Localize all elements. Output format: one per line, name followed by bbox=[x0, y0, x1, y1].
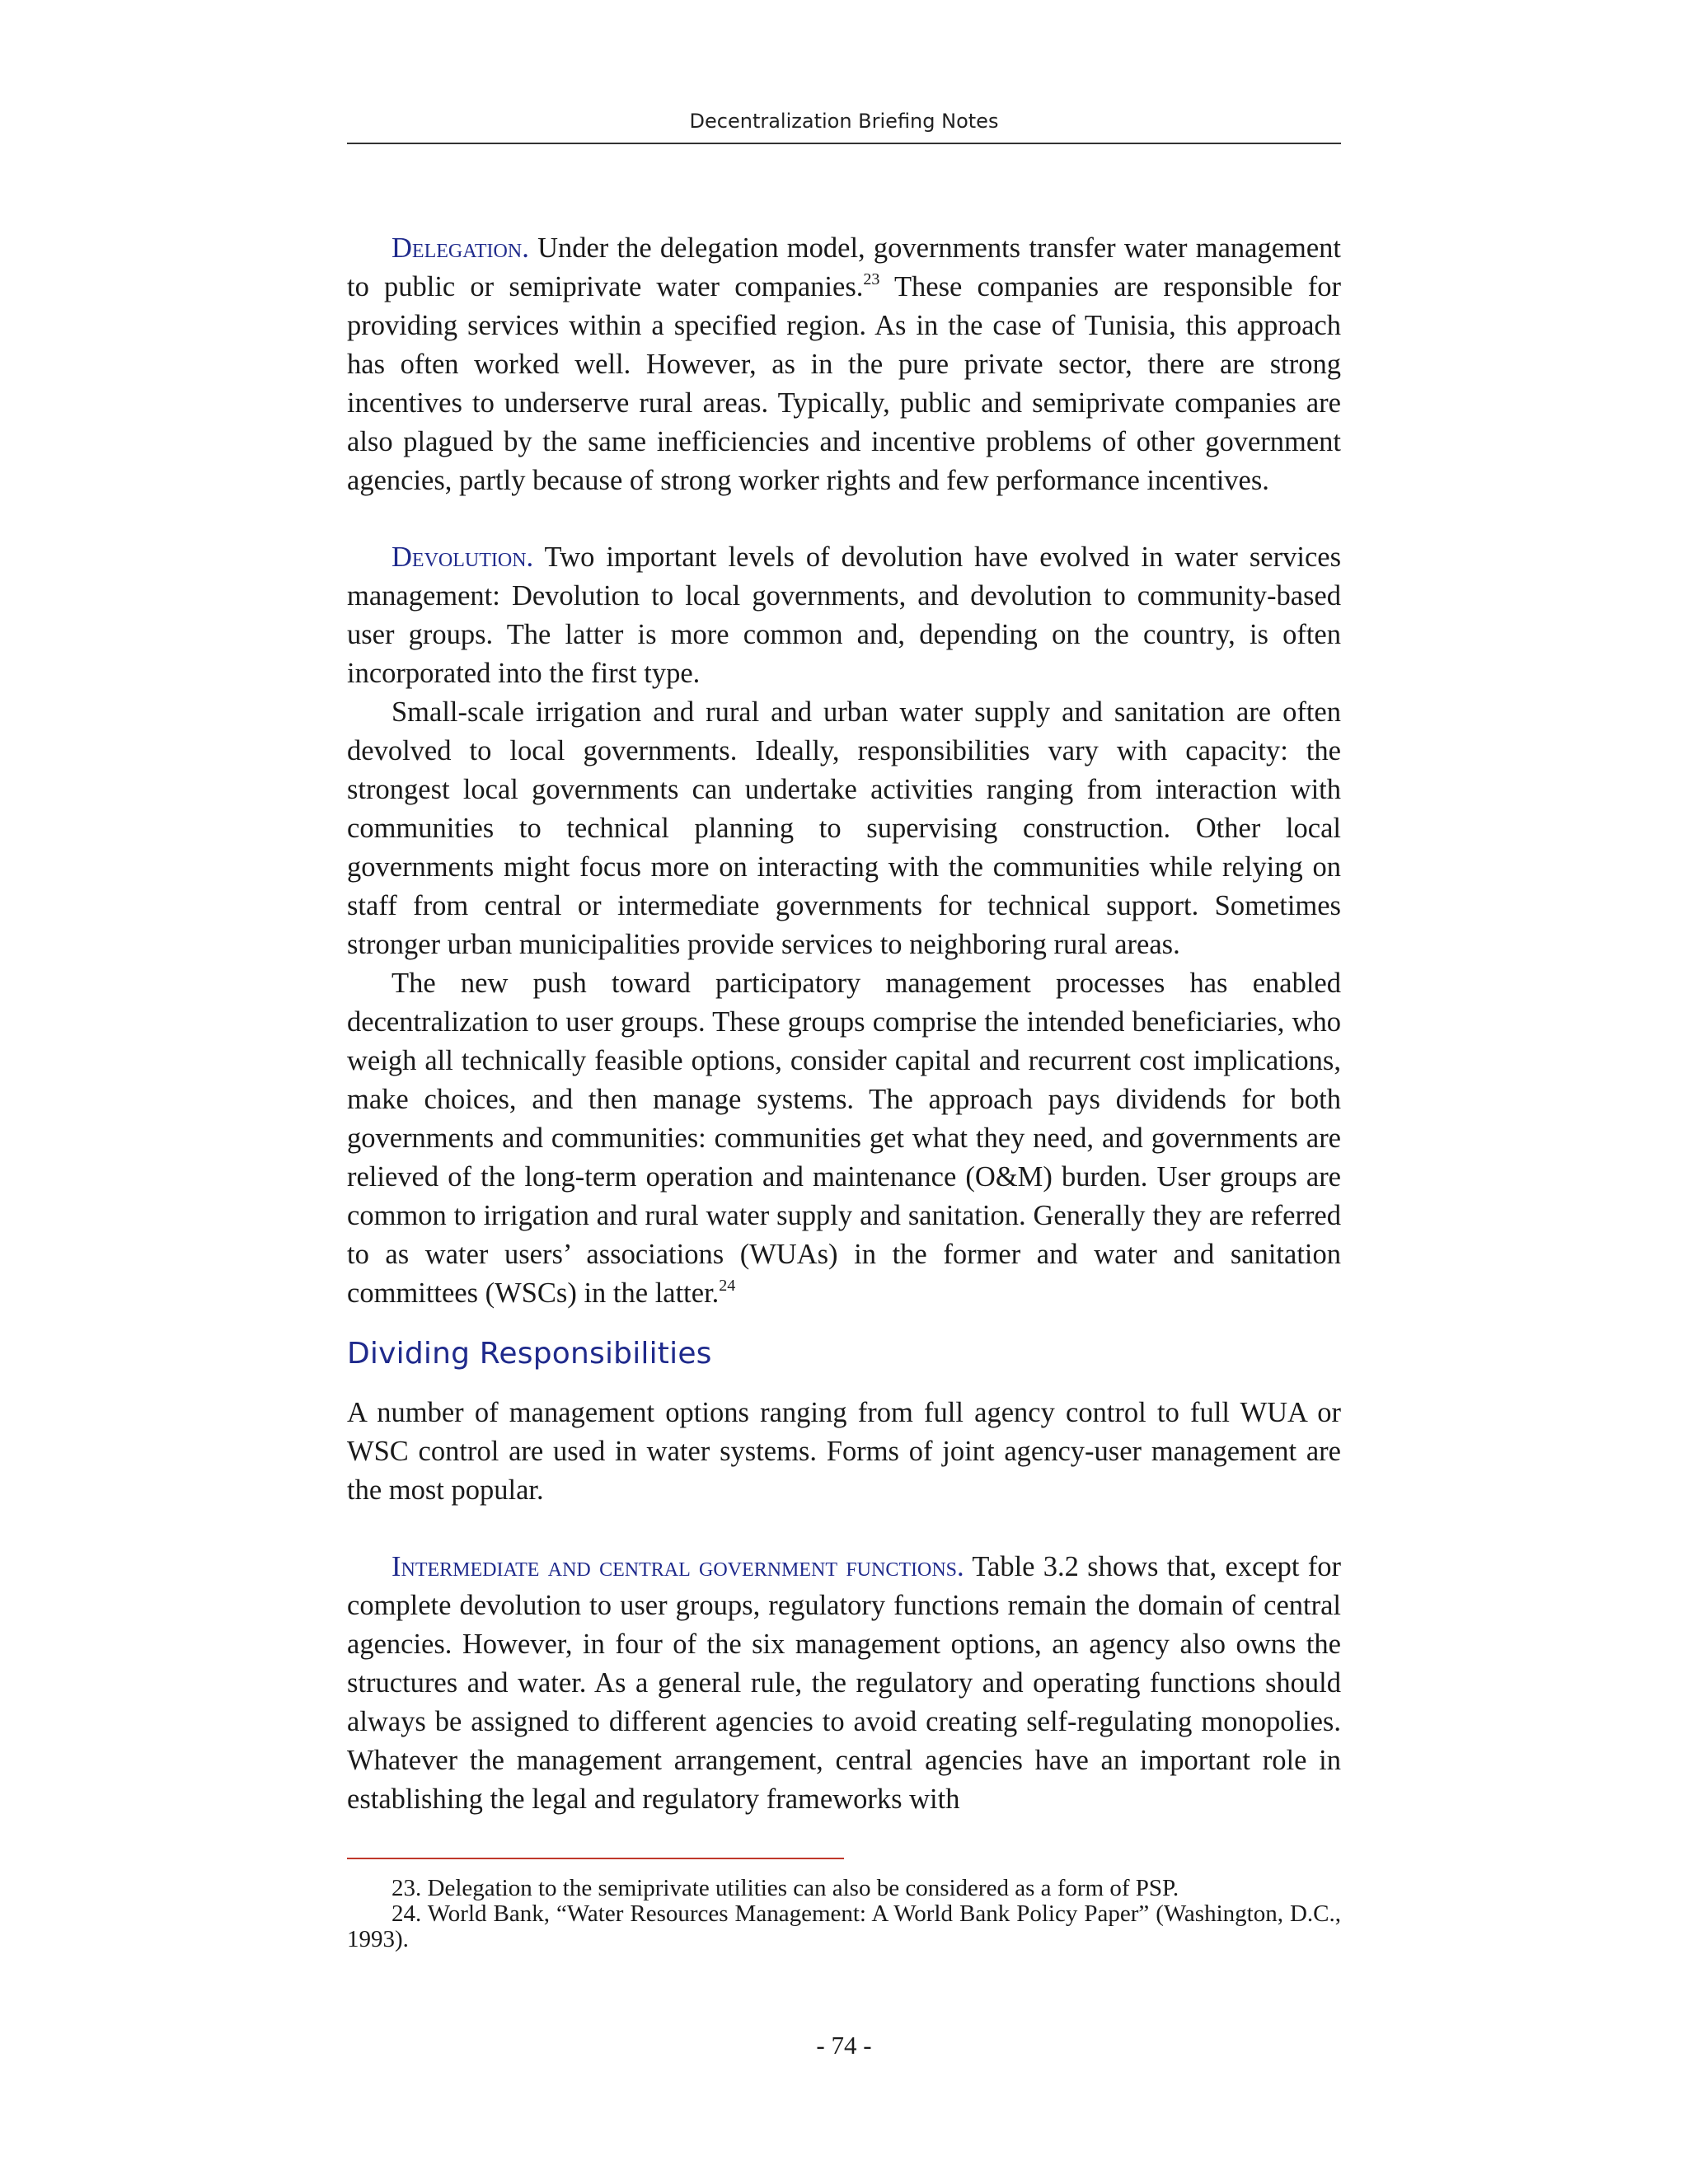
delegation-text-b: These companies are responsible for providing services within a specified region. As in the case of Tunisia, this approach has often worked well. However, as in the pure private sector, there are strong incentives to underserve rural areas. Typically, public and semiprivate companies are also plagued by the same inefficiencies and incentive problems of other government agencies, partly because of strong worker rights and few performance incentives. bbox=[347, 271, 1342, 496]
runin-heading-intermediate: Intermediate and central government functions. bbox=[392, 1551, 964, 1582]
running-header: Decentralization Briefing Notes bbox=[689, 110, 999, 133]
footnotes bbox=[347, 1876, 1341, 1952]
devolution-text: Two important levels of devolution have evolved in water services management: Devolution to local governments, and devolution to community-based user groups. The latter is more common and, depending on the country, is often incorporated into the first type. bbox=[347, 541, 1341, 689]
intermediate-text: Table 3.2 shows that, except for complete devolution to user groups, regulatory functions remain the domain of central agencies. However, in four of the six management options, an agency also owns the structures and water. As a general rule, the regulatory and operating functions should always be assigned to different agencies to avoid creating self-regulating monopolies. Whatever the management arrangement, central agencies have an important role in establishing the legal and regulatory frameworks with bbox=[347, 1551, 1341, 1815]
paragraph-devolution bbox=[347, 538, 1341, 693]
footnote-ref-24[interactable]: 24 bbox=[719, 1277, 736, 1295]
runin-heading-devolution: Devolution. bbox=[392, 541, 534, 573]
paragraph-delegation bbox=[347, 229, 1341, 500]
footnote-24: 24. World Bank, “Water Resources Management: A World Bank Policy Paper” (Washington, D.C., 1993). bbox=[347, 1900, 1341, 1952]
body-text bbox=[347, 229, 1341, 1819]
paragraph-participatory bbox=[347, 964, 1341, 1313]
footnote-23: 23. Delegation to the semiprivate utilities can also be considered as a form of PSP. bbox=[392, 1875, 1179, 1901]
page-number: - 74 - bbox=[816, 2031, 872, 2060]
footnote-rule bbox=[347, 1858, 844, 1859]
paragraph-intermediate bbox=[347, 1548, 1341, 1819]
delegation-text-a: Under the delegation model, governments transfer water management to public or semiprivate water companies. bbox=[347, 232, 1341, 302]
participatory-text: The new push toward participatory management processes has enabled decentralization to user groups. These groups comprise the intended beneficiaries, who weigh all technically feasible options, consider capital and recurrent cost implications, make choices, and then manage systems. The approach pays dividends for both governments and communities: communities get what they need, and governments are relieved of the long-term operation and maintenance (O&M) burden. User groups are common to irrigation and rural water supply and sanitation. Generally they are referred to as water users’ associations (WUAs) in the former and water and sanitation committees (WSCs) in the latter. bbox=[347, 968, 1341, 1309]
header-rule bbox=[347, 143, 1341, 144]
paragraph-management-options: A number of management options ranging from full agency control to full WUA or WSC control are used in water systems. Forms of joint agency-user management are the most popular. bbox=[347, 1397, 1341, 1506]
runin-heading-delegation: Delegation. bbox=[392, 232, 529, 264]
paragraph-small-scale: Small-scale irrigation and rural and urban water supply and sanitation are often devolved to local governments. Ideally, responsibilities vary with capacity: the strongest local governments can undertake activities ranging from interaction with communities to technical planning to supervising construction. Other local governments might focus more on interacting with the communities while relying on staff from central or intermediate governments for technical support. Sometimes stronger urban municipalities provide services to neighboring rural areas. bbox=[347, 696, 1341, 960]
section-heading-dividing-responsibilities: Dividing Responsibilities bbox=[347, 1337, 712, 1371]
footnote-ref-23[interactable]: 23 bbox=[863, 270, 880, 288]
